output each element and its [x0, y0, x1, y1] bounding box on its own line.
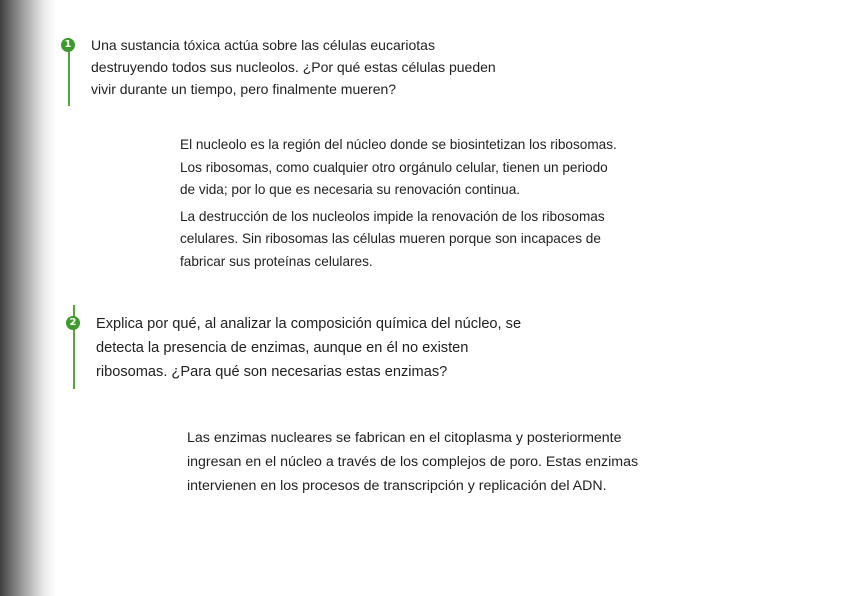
- answer-2-paragraph-1: [187, 426, 747, 498]
- question-2-line-3: ribosomas. ¿Para qué son necesarias estas enzimas?: [96, 364, 448, 380]
- question-2-line-2: detecta la presencia de enzimas, aunque en él no existen: [96, 340, 469, 356]
- answer-1-p1-line-1: El nucleolo es la región del núcleo donde se biosintetizan los ribosomas.: [180, 137, 617, 152]
- question-2-number-badge: 2: [66, 316, 80, 330]
- answer-2-p1-line-3: intervienen en los procesos de transcripción y replicación del ADN.: [187, 478, 607, 494]
- question-1-number-badge: 1: [61, 38, 75, 52]
- answer-1-p2-line-1: La destrucción de los nucleolos impide la renovación de los ribosomas: [180, 208, 605, 224]
- answer-2: [187, 426, 747, 498]
- question-2-line-1: Explica por qué, al analizar la composición química del núcleo, se: [96, 316, 522, 332]
- answer-1-p1-line-3: de vida; por lo que es necesaria su renovación continua.: [180, 182, 521, 197]
- question-1-line-2: destruyendo todos sus nucleolos. ¿Por qué estas células pueden: [91, 59, 496, 75]
- answer-1-paragraph-1: [180, 134, 700, 202]
- answer-1-p1-line-2: Los ribosomas, como cualquier otro orgánulo celular, tienen un periodo: [180, 159, 608, 175]
- answer-1-p2-line-3: fabricar sus proteínas celulares.: [180, 253, 373, 269]
- question-1-text: [91, 34, 651, 100]
- answer-1-p2-line-2: celulares. Sin ribosomas las células mueren porque son incapaces de: [180, 231, 601, 246]
- question-2-text: [96, 312, 676, 384]
- page-edge-shadow: [0, 0, 56, 596]
- question-1-line-3: vivir durante un tiempo, pero finalmente mueren?: [91, 81, 397, 97]
- answer-1: [180, 134, 700, 273]
- answer-2-p1-line-2: ingresan en el núcleo a través de los complejos de poro. Estas enzimas: [187, 454, 639, 470]
- answer-2-p1-line-1: Las enzimas nucleares se fabrican en el citoplasma y posteriormente: [187, 430, 622, 446]
- answer-1-paragraph-2: [180, 206, 700, 274]
- question-1-line-1: Una sustancia tóxica actúa sobre las células eucariotas: [91, 37, 435, 53]
